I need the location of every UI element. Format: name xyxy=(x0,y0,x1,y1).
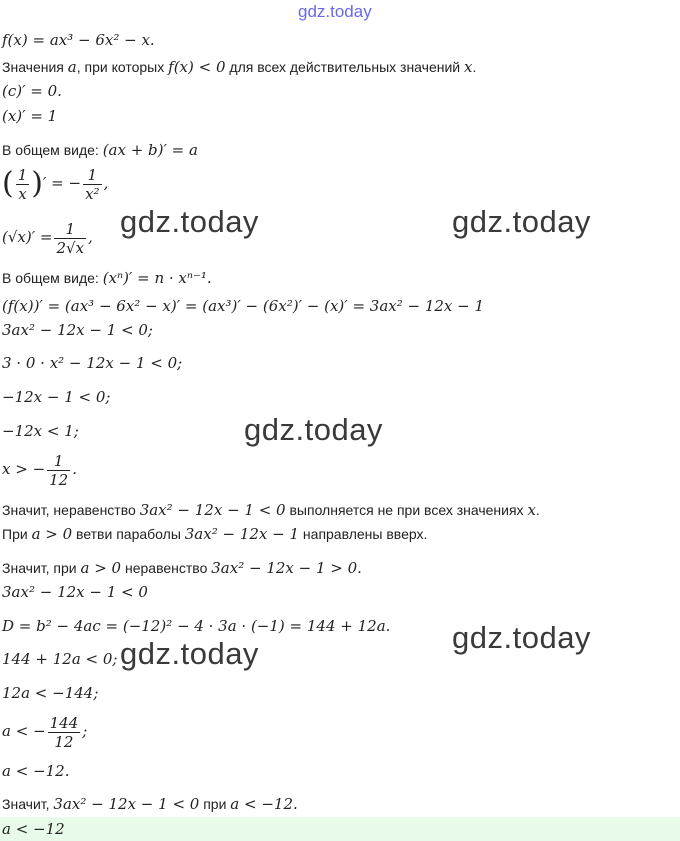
inequality-result-x xyxy=(2,446,77,492)
derivative-x: (x)′ = 1 xyxy=(2,107,58,125)
final-text-2: при xyxy=(199,796,231,812)
fraction-sqrt: $\frac{1}{2√x}$ xyxy=(56,219,85,257)
function-definition: f(x) = ax³ − 6x² − x. xyxy=(2,31,155,49)
parabola-text-1: При xyxy=(2,526,32,542)
conclusion-2-text2: неравенство xyxy=(121,560,212,576)
final-conclusion xyxy=(2,794,298,814)
x-result-left: x > − xyxy=(2,460,46,478)
inequality-step-2: −12x < 1; xyxy=(2,422,79,440)
sqrt-end: , xyxy=(88,228,93,246)
conclusion-1-x: x xyxy=(527,501,536,519)
final-math-1: 3ax² − 12x − 1 < 0 xyxy=(53,795,200,813)
final-text-1: Значит, xyxy=(2,796,54,812)
general-label-2: В общем виде: xyxy=(2,270,103,286)
parabola-text-3: направлены вверх. xyxy=(299,526,428,542)
inequality-step-1: −12x − 1 < 0; xyxy=(2,388,111,406)
task-text-2: , при которых xyxy=(76,59,169,75)
general-label-1: В общем виде: xyxy=(2,142,103,158)
conclusion-1 xyxy=(2,500,540,520)
task-inequality: f(x) < 0 xyxy=(168,58,226,76)
derivative-constant: (c)′ = 0. xyxy=(2,82,62,100)
watermark-3: gdz.today xyxy=(244,412,383,447)
conclusion-2-cond: a > 0 xyxy=(80,559,122,577)
derivative-full: (f(x))′ = (ax³ − 6x² − x)′ = (ax³)′ − (6x²)′ − (x)′ = 3ax² − 12x − 1 xyxy=(2,297,485,315)
conclusion-1-text2: выполняется не при всех значениях xyxy=(285,502,528,518)
conclusion-1-end: . xyxy=(535,502,540,518)
conclusion-1-math: 3ax² − 12x − 1 < 0 xyxy=(139,501,286,519)
parabola-cond: a > 0 xyxy=(31,525,73,543)
a-fraction-left: a < − xyxy=(2,722,46,740)
task-var-a: a xyxy=(67,58,77,76)
parabola-statement xyxy=(2,524,427,544)
paren-close: ) xyxy=(31,166,43,201)
watermark-1: gdz.today xyxy=(120,204,259,239)
parabola-text-2: ветви параболы xyxy=(72,526,185,542)
a-fraction-end: ; xyxy=(82,722,88,740)
conclusion-2-text: Значит, при xyxy=(2,560,81,576)
answer: a < −12 xyxy=(2,820,65,838)
inequality-a-zero: 3 · 0 · x² − 12x − 1 < 0; xyxy=(2,354,183,372)
linear-rule-formula: (ax + b)′ = a xyxy=(102,141,198,159)
inequality-derivative: 3ax² − 12x − 1 < 0; xyxy=(2,321,153,339)
reciprocal-eq: ′ = − xyxy=(42,174,82,192)
watermark-4: gdz.today xyxy=(452,620,591,655)
fraction-1-over-12: $\frac{1}{12}$ xyxy=(49,451,69,489)
answer-highlight xyxy=(0,817,680,841)
sqrt-left: (√x)′ = xyxy=(2,228,53,246)
task-var-x: x xyxy=(464,58,473,76)
conclusion-1-text: Значит, неравенство xyxy=(2,502,140,518)
derivative-reciprocal xyxy=(2,160,108,207)
inequality-a-result: a < −12. xyxy=(2,762,70,780)
watermark-5: gdz.today xyxy=(120,636,259,671)
header-watermark: gdz.today xyxy=(298,2,372,21)
general-power-rule xyxy=(2,268,212,288)
discriminant: D = b² − 4ac = (−12)² − 4 · 3a · (−1) = 144 + 12a. xyxy=(2,617,391,635)
task-end: . xyxy=(472,59,477,75)
general-linear-rule xyxy=(2,140,198,160)
inequality-12a: 12a < −144; xyxy=(2,684,99,702)
task-text-1: Значения xyxy=(2,59,68,75)
watermark-2: gdz.today xyxy=(452,204,591,239)
fraction-1-over-x: $\frac{1}{x}$ xyxy=(17,165,28,203)
inequality-a-fraction xyxy=(2,708,87,754)
conclusion-2 xyxy=(2,558,362,578)
parabola-expr: 3ax² − 12x − 1 xyxy=(184,525,300,543)
conclusion-2-math: 3ax² − 12x − 1 > 0. xyxy=(211,559,362,577)
inequality-quadratic: 3ax² − 12x − 1 < 0 xyxy=(2,583,148,601)
power-rule-formula: (xⁿ)′ = n · xⁿ⁻¹. xyxy=(102,269,212,287)
fraction-1-over-x2: $\frac{1}{\text{x²}}$ xyxy=(85,165,100,203)
fraction-144-over-12: $\frac{144}{12}$ xyxy=(49,713,79,751)
derivative-sqrt xyxy=(2,214,93,260)
reciprocal-end: , xyxy=(103,174,109,192)
x-result-end: . xyxy=(72,460,78,478)
final-math-2: a < −12. xyxy=(230,795,298,813)
task-statement xyxy=(2,57,476,77)
discriminant-negative: 144 + 12a < 0; xyxy=(2,650,118,668)
paren-open: ( xyxy=(2,166,14,201)
task-text-3: для всех действительных значений xyxy=(225,59,465,75)
